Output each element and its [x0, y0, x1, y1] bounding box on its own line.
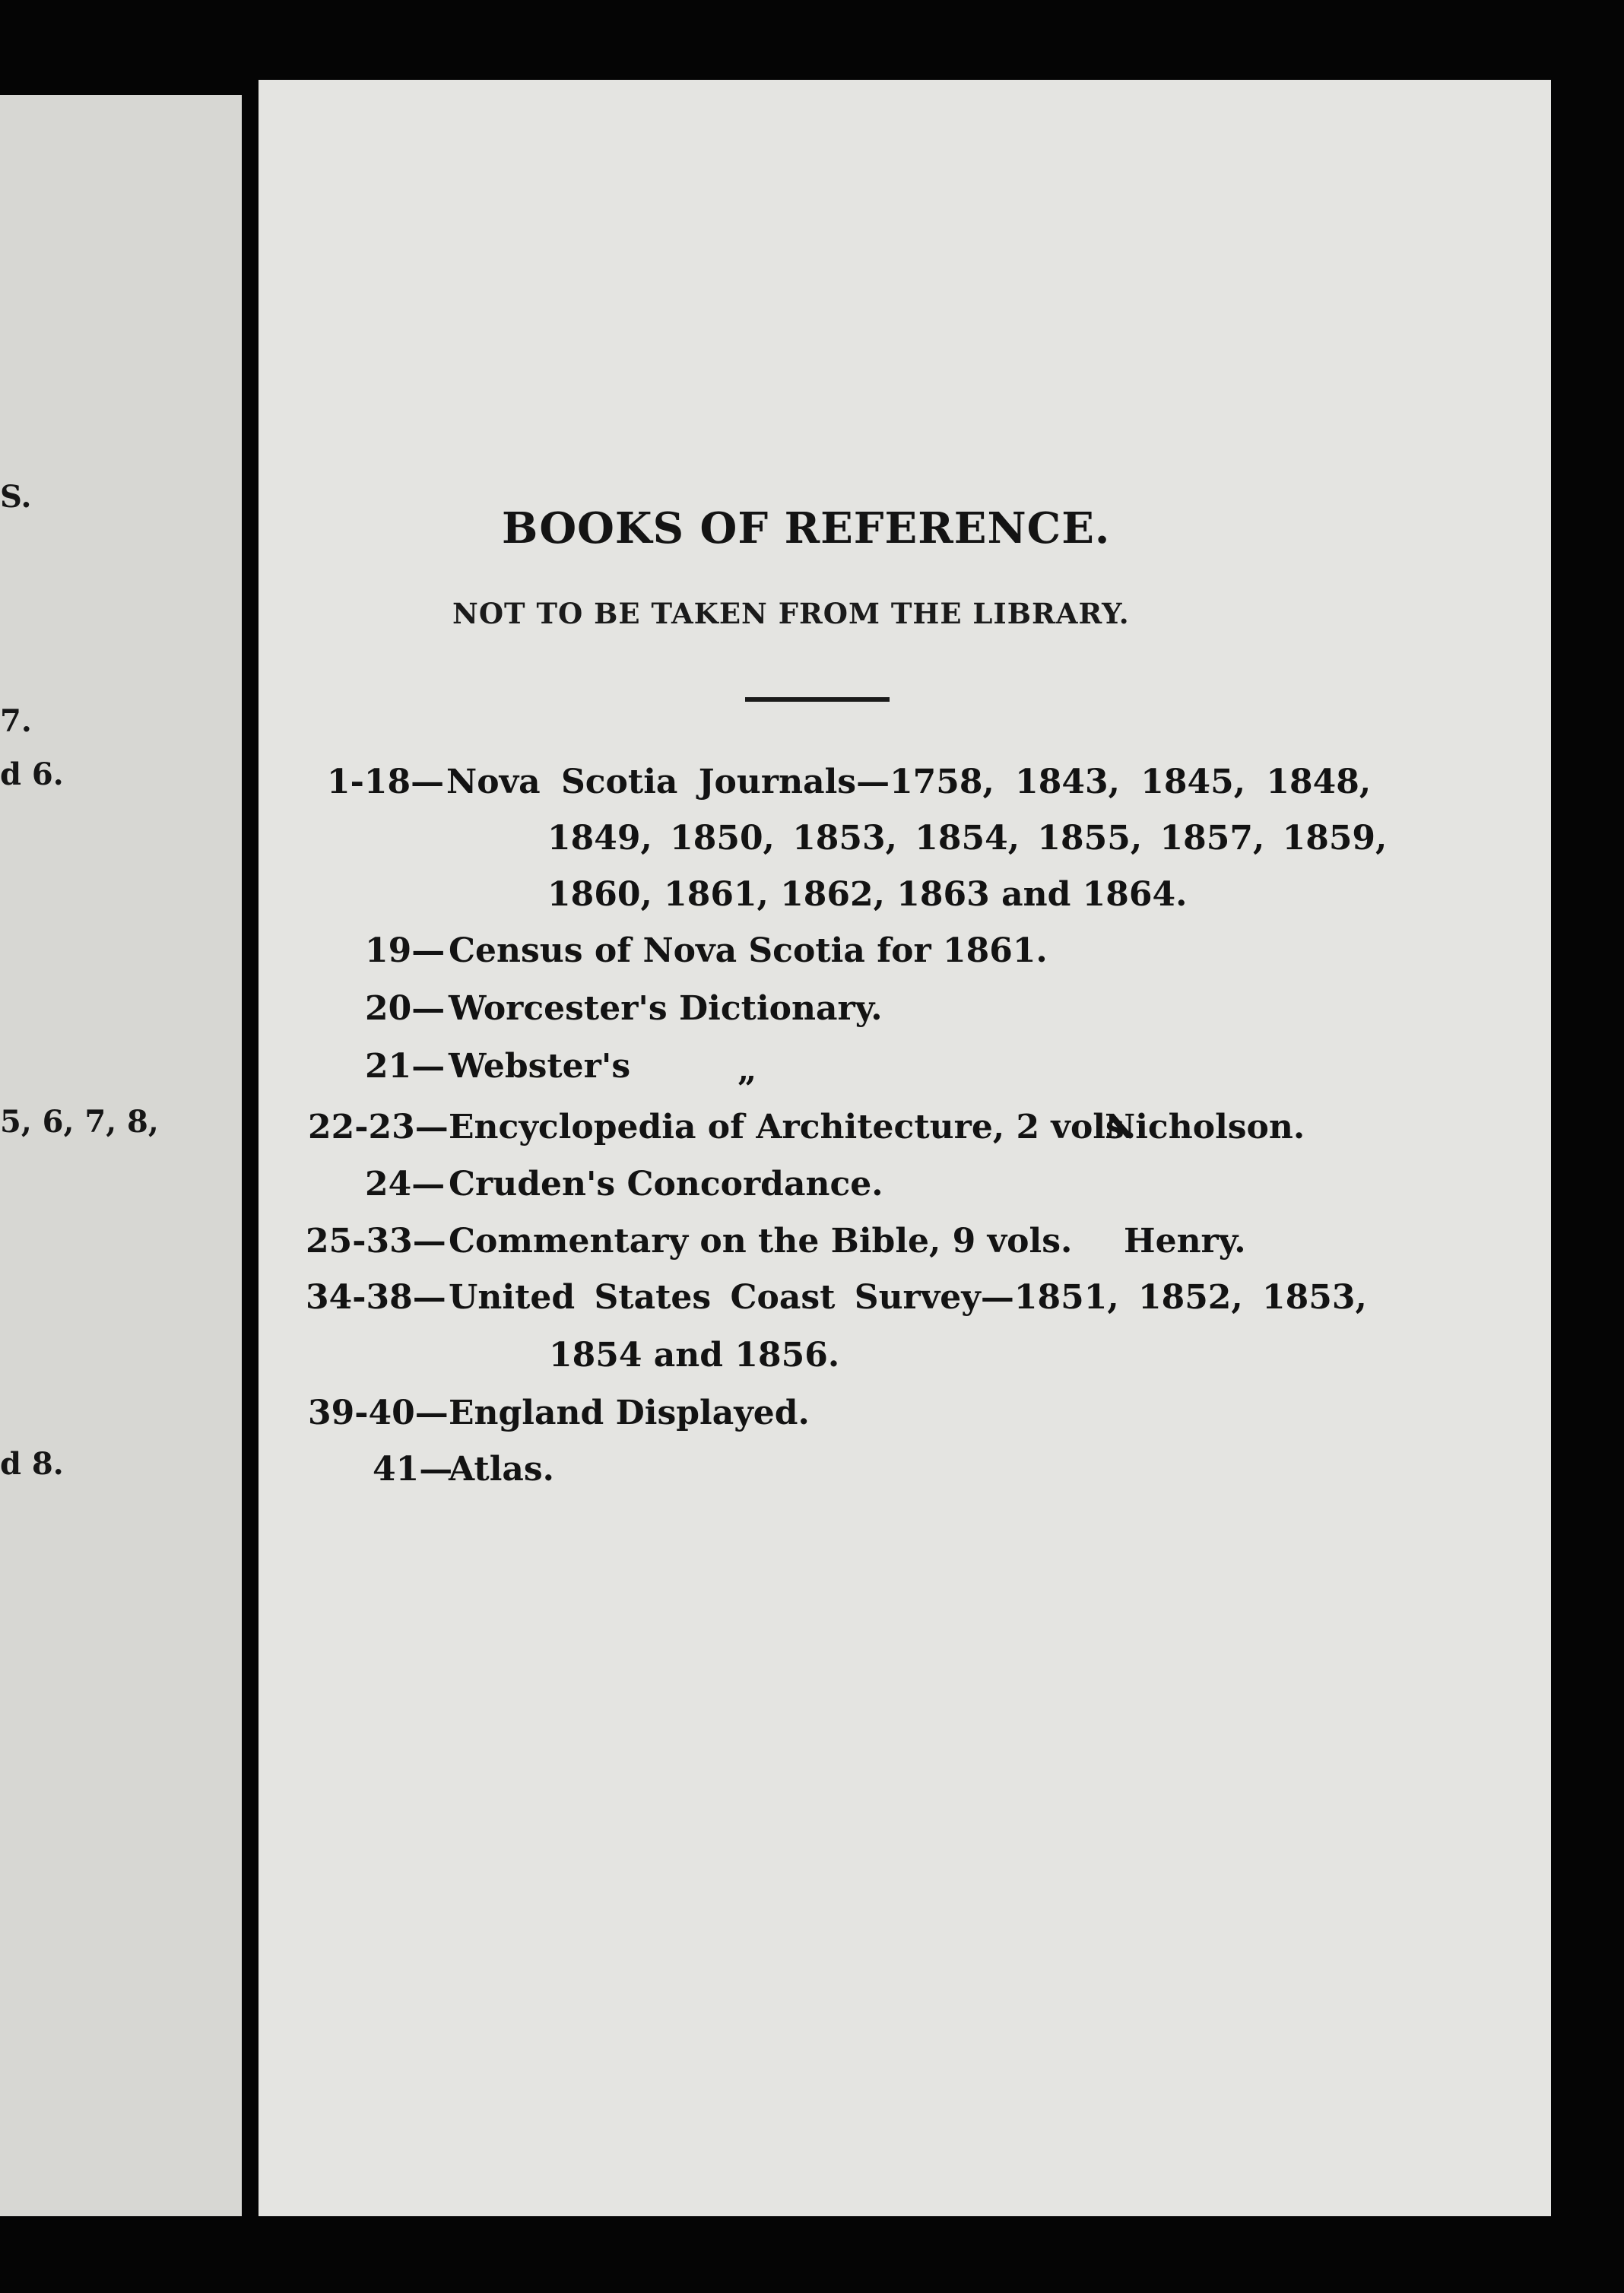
left-page-line: d 8. [0, 1446, 64, 1482]
left-page-line: S. [0, 479, 32, 515]
entry-number: 22-23— [308, 1108, 449, 1146]
book-page [259, 80, 1551, 2216]
left-page-edge [0, 95, 242, 2216]
left-page-line: 7. [0, 703, 32, 739]
entry-text: Cruden's Concordance. [449, 1165, 883, 1204]
entry-author: Henry. [1124, 1222, 1246, 1261]
entry-number: 20— [365, 989, 446, 1028]
entry-text: Commentary on the Bible, 9 vols. [449, 1222, 1073, 1261]
entry-text: 1854 and 1856. [549, 1336, 840, 1375]
entry-author: Nicholson. [1105, 1108, 1305, 1146]
entry-number: 41— [373, 1450, 453, 1489]
ditto-mark: „ [737, 1051, 757, 1089]
entry-text: Census of Nova Scotia for 1861. [449, 931, 1048, 970]
entry-text: Webster's [449, 1047, 631, 1086]
title-rule [745, 697, 890, 702]
entry-text: 1860, 1861, 1862, 1863 and 1864. [547, 875, 1188, 914]
entry-text: England Displayed. [449, 1394, 810, 1432]
entry-number: 24— [365, 1165, 446, 1204]
page-subtitle: NOT TO BE TAKEN FROM THE LIBRARY. [452, 597, 1130, 630]
left-page-line: 5, 6, 7, 8, [0, 1104, 159, 1140]
entry-number: 34-38— [306, 1278, 446, 1317]
entry-number: 25-33— [306, 1222, 446, 1261]
entry-number: 21— [365, 1047, 446, 1086]
entry-number: 19— [365, 931, 446, 970]
entry-text: Worcester's Dictionary. [449, 989, 883, 1028]
entry-text: Encyclopedia of Architecture, 2 vols. [449, 1108, 1137, 1146]
left-page-line: d 6. [0, 756, 64, 792]
page-title: BOOKS OF REFERENCE. [502, 503, 1111, 553]
entry-number: 1-18— [327, 763, 445, 801]
entry-text: 1849, 1850, 1853, 1854, 1855, 1857, 1859, [547, 819, 1388, 858]
entry-text: Atlas. [449, 1450, 555, 1489]
entry-text: Nova Scotia Journals—1758, 1843, 1845, 1848, [446, 763, 1372, 801]
entry-text: United States Coast Survey—1851, 1852, 1853, [449, 1278, 1367, 1317]
entry-number: 39-40— [308, 1394, 449, 1432]
